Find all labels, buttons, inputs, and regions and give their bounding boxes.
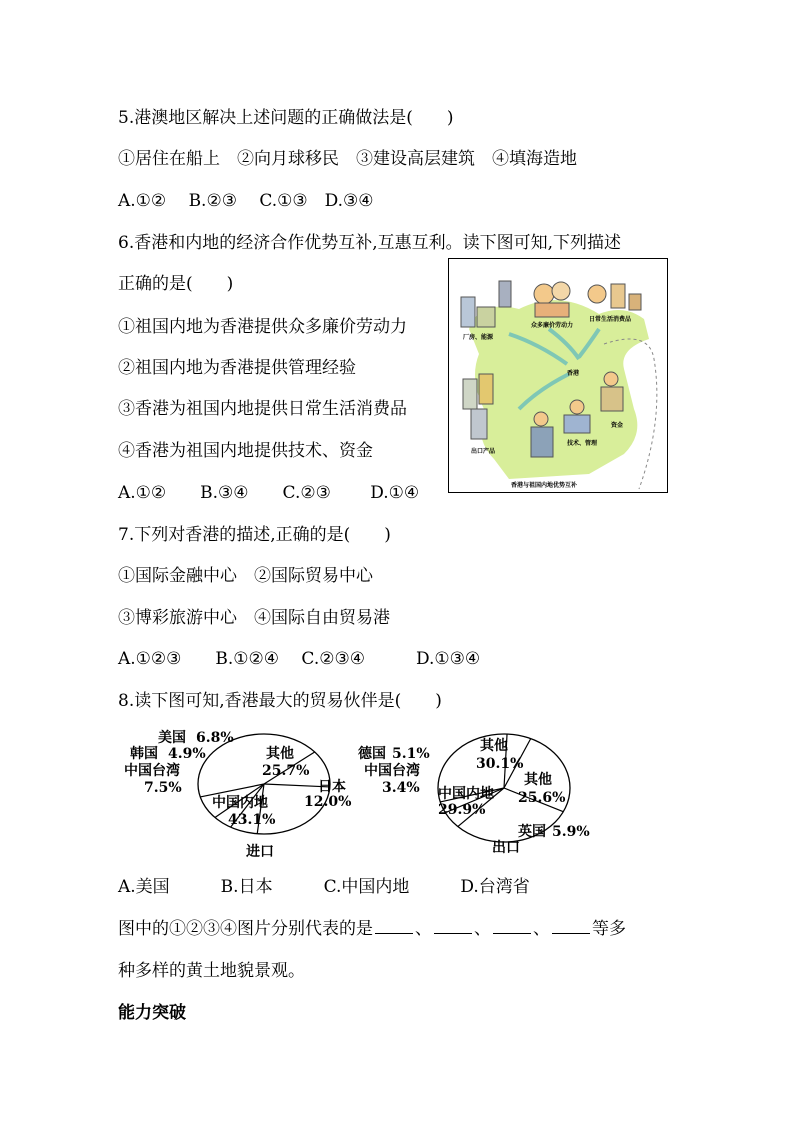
section-heading: 能力突破: [118, 1003, 186, 1023]
map-label-capital: 资金: [611, 422, 624, 429]
import-label-jp-name: 日本: [318, 779, 346, 795]
map-caption: 香港与祖国内地优势互补: [511, 482, 578, 489]
q5-items: ①居住在船上 ②向月球移民 ③建设高层建筑 ④填海造地: [118, 149, 577, 169]
q7-items-2: ③博彩旅游中心 ④国际自由贸易港: [118, 608, 390, 628]
q6-item-1: ①祖国内地为香港提供众多廉价劳动力: [118, 317, 407, 337]
fill-blank-1[interactable]: [375, 919, 413, 934]
trade-pie-charts: [118, 726, 618, 862]
export-label-de-val: 5.1%: [392, 746, 430, 762]
map-label-hongkong: 香港: [567, 370, 580, 377]
workers-icon: [534, 282, 570, 317]
q6-stem-line1: 6.香港和内地的经济合作优势互补,互惠互利。读下图可知,下列描述: [118, 233, 622, 253]
fill-sep-1: 、: [415, 919, 432, 939]
q6-item-3: ③香港为祖国内地提供日常生活消费品: [118, 399, 407, 419]
hongkong-mainland-map: [448, 258, 668, 493]
export-label-tw-val: 3.4%: [382, 780, 420, 796]
q7-options: A.①②③ B.①②④ C.②③④ D.①③④: [118, 649, 481, 669]
export-pie: [358, 734, 590, 856]
q5-stem: 5.港澳地区解决上述问题的正确做法是( ): [118, 108, 454, 128]
import-label-tw-val: 7.5%: [144, 780, 182, 796]
import-label-kr-name: 韩国: [130, 746, 158, 762]
import-label-us-val: 6.8%: [196, 730, 234, 746]
import-title: 进口: [246, 844, 274, 860]
export-label-tw-name: 中国台湾: [364, 763, 420, 779]
import-label-other-val: 25.7%: [262, 763, 310, 779]
export-label-other2-val: 25.6%: [518, 790, 566, 806]
import-pie: [124, 729, 351, 860]
q7-items-1: ①国际金融中心 ②国际贸易中心: [118, 566, 373, 586]
q6-item-4: ④香港为祖国内地提供技术、资金: [118, 441, 373, 461]
import-label-kr-val: 4.9%: [168, 746, 206, 762]
q6-stem-line2: 正确的是( ): [118, 274, 234, 294]
map-label-tech: 技术、管理: [567, 440, 598, 447]
fill-line-2: 种多样的黄土地貌景观。: [118, 961, 305, 981]
goods-icon: [588, 284, 641, 310]
map-label-goods: 日常生活消费品: [589, 316, 632, 323]
export-label-uk-val: 5.9%: [552, 824, 590, 840]
export-label-mainland-name: 中国内地: [438, 786, 494, 802]
export-label-other1-val: 30.1%: [476, 756, 524, 772]
export-label-de-name: 德国: [358, 746, 386, 762]
fill-line-1: [118, 918, 626, 940]
fill-blank-4[interactable]: [552, 919, 590, 934]
q5-options: A.①② B.②③ C.①③ D.③④: [118, 191, 374, 211]
fill-blank-3[interactable]: [493, 919, 531, 934]
export-label-other2-name: 其他: [524, 772, 552, 788]
q8-options: A.美国 B.日本 C.中国内地 D.台湾省: [118, 877, 530, 897]
fill-prefix: 图中的①②③④图片分别代表的是: [118, 919, 373, 939]
import-label-us-name: 美国: [158, 730, 186, 746]
q6-item-2: ②祖国内地为香港提供管理经验: [118, 358, 356, 378]
import-label-mainland-name: 中国内地: [212, 795, 268, 811]
import-label-mainland-val: 43.1%: [228, 812, 276, 828]
fill-blank-2[interactable]: [434, 919, 472, 934]
import-label-tw-name: 中国台湾: [124, 763, 180, 779]
map-label-export: 出口产品: [471, 448, 496, 455]
import-label-jp-val: 12.0%: [304, 794, 352, 810]
q7-stem: 7.下列对香港的描述,正确的是( ): [118, 525, 391, 545]
export-label-mainland-val: 29.9%: [438, 802, 486, 818]
fill-suffix: 等多: [592, 919, 626, 939]
map-label-labor: 众多廉价劳动力: [531, 322, 574, 329]
export-title: 出口: [492, 840, 520, 856]
q6-options: A.①② B.③④ C.②③ D.①④: [118, 483, 420, 503]
q8-stem: 8.读下图可知,香港最大的贸易伙伴是( ): [118, 691, 442, 711]
fill-sep-3: 、: [533, 919, 550, 939]
export-label-uk-name: 英国: [518, 824, 546, 840]
fill-sep-2: 、: [474, 919, 491, 939]
map-label-factory: 厂房、能源: [463, 334, 494, 341]
export-label-other1-name: 其他: [480, 738, 508, 754]
import-label-other-name: 其他: [266, 746, 294, 762]
